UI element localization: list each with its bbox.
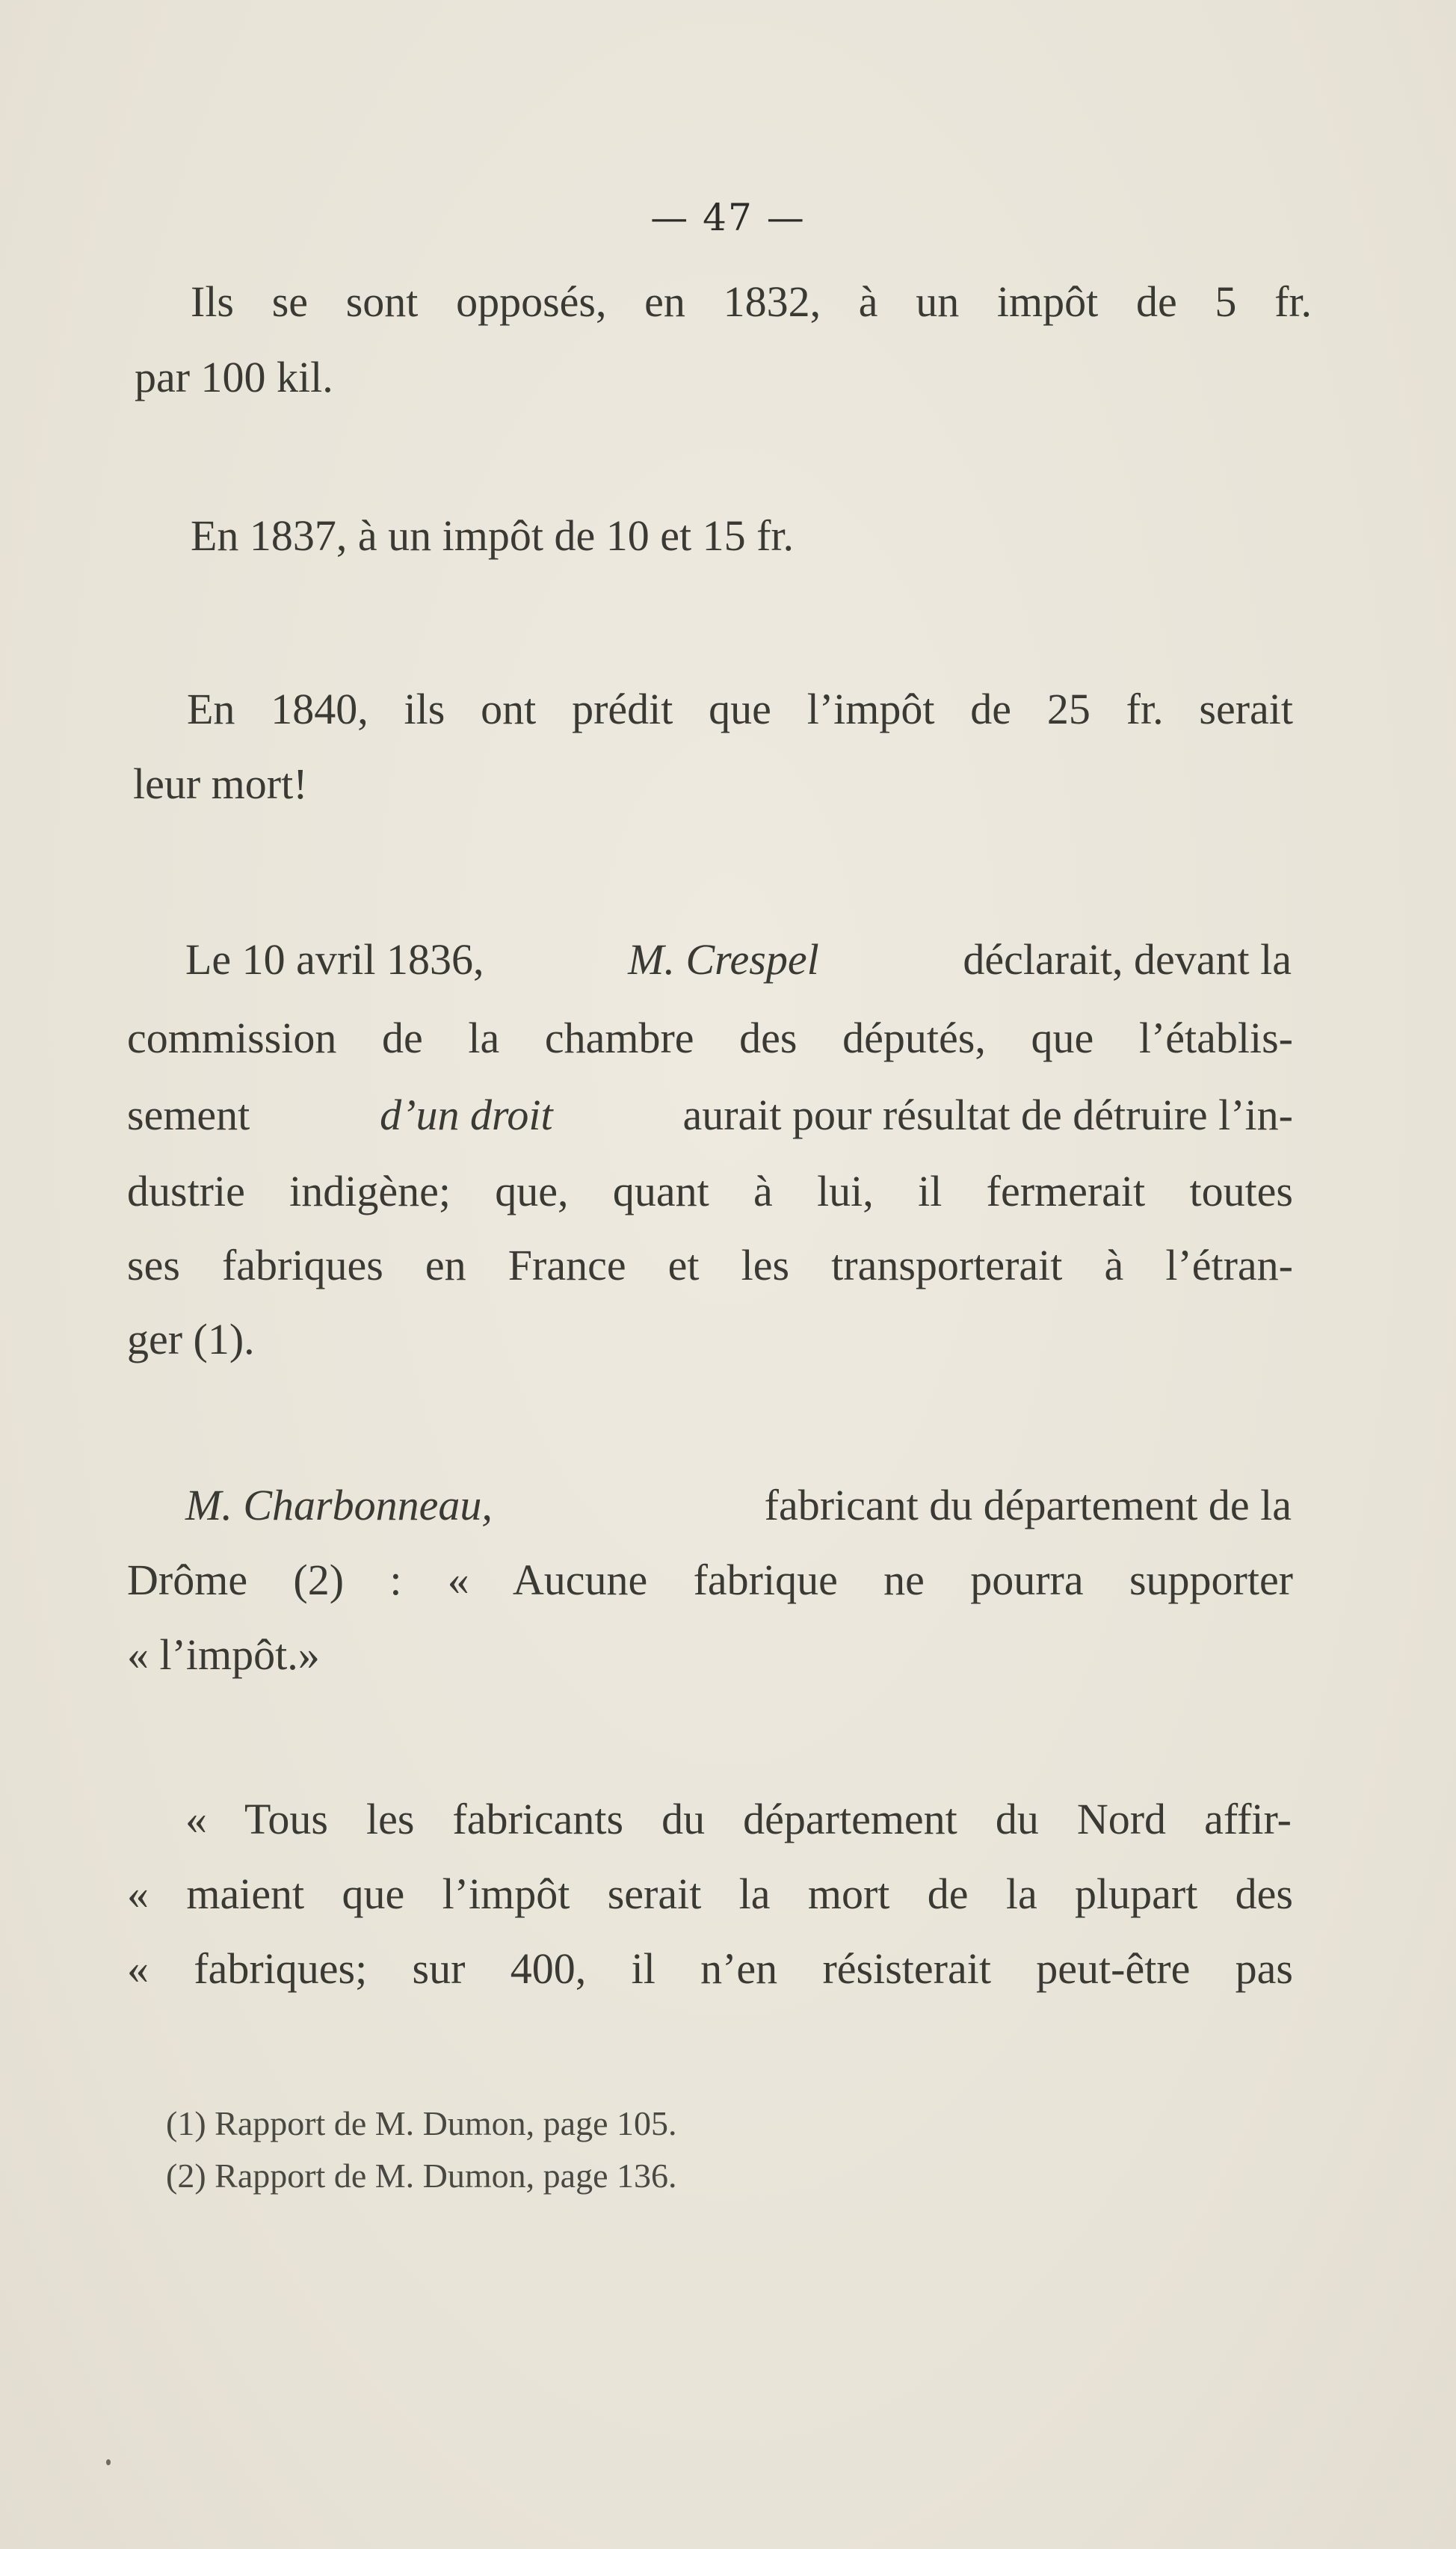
body-line: commission de la chambre des députés, que l’établis- — [127, 1014, 1293, 1062]
body-line: par 100 kil. — [135, 353, 333, 401]
body-line: En 1840, ils ont prédit que l’impôt de 25 fr. serait — [187, 685, 1293, 733]
body-line: ger (1). — [127, 1315, 255, 1363]
text-run: aurait pour résultat de détruire l’in- — [682, 1091, 1293, 1139]
text-run: déclarait, devant la — [963, 935, 1292, 984]
body-line: Ils se sont opposés, en 1832, à un impôt de 5 fr. — [191, 277, 1312, 326]
body-line: « fabriques; sur 400, il n’en résisterait peut-être pas — [127, 1944, 1293, 1993]
text-run: sement — [127, 1091, 250, 1139]
body-line-composite — [185, 1481, 1292, 1529]
body-line-composite — [185, 935, 1292, 984]
page-number: — 47 — — [650, 196, 806, 239]
body-line: En 1837, à un impôt de 10 et 15 fr. — [191, 511, 795, 560]
body-line: dustrie indigène; que, quant à lui, il fermerait toutes — [127, 1167, 1293, 1215]
text-run: fabricant du département de la — [764, 1481, 1292, 1529]
person-name: M. Charbonneau, — [185, 1481, 493, 1529]
person-name: M. Crespel — [628, 935, 819, 984]
body-line: « maient que l’impôt serait la mort de la plupart des — [127, 1870, 1293, 1918]
paper-speck — [106, 2459, 111, 2465]
text-run: Le 10 avril 1836, — [185, 935, 484, 984]
body-line: « Tous les fabricants du département du Nord affir- — [185, 1795, 1292, 1843]
footnote: (1) Rapport de M. Dumon, page 105. — [166, 2104, 677, 2142]
body-line: Drôme (2) : « Aucune fabrique ne pourra supporter — [127, 1556, 1293, 1604]
body-line: ses fabriques en France et les transporterait à l’étran- — [127, 1241, 1293, 1289]
emphasis-text: d’un droit — [380, 1091, 553, 1139]
footnote: (2) Rapport de M. Dumon, page 136. — [166, 2157, 677, 2195]
body-line: « l’impôt.» — [127, 1630, 320, 1679]
body-line-composite — [127, 1091, 1293, 1139]
body-line: leur mort! — [133, 759, 308, 808]
